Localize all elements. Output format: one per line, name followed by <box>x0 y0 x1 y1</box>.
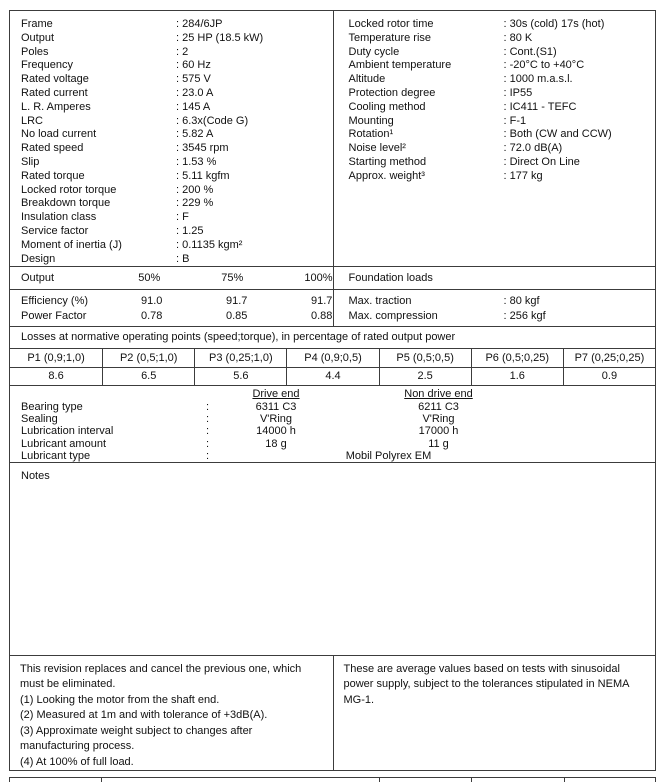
spec-value: : Cont.(S1) <box>503 45 557 58</box>
spec-row <box>21 225 327 239</box>
colon: : <box>206 400 210 413</box>
footnote: (4) At 100% of full load. <box>20 755 134 768</box>
row-label: Bearing type <box>21 400 83 413</box>
footnote: (1) Looking the motor from the shaft end. <box>20 693 220 706</box>
losses-header: P2 (0,5;1,0) <box>102 349 194 367</box>
spec-value: : 30s (cold) 17s (hot) <box>503 18 605 30</box>
notes-section <box>10 463 655 655</box>
spec-row <box>21 87 327 101</box>
spec-value: : 1.53 % <box>176 155 217 168</box>
spec-row <box>21 184 327 198</box>
lubrication-interval-row <box>10 425 655 437</box>
efficiency-100: 91.7 <box>311 295 333 308</box>
spec-row <box>349 32 650 46</box>
spec-value: : IP55 <box>503 86 533 99</box>
efficiency-50: 91.0 <box>141 295 163 308</box>
losses-value: 5.6 <box>194 368 286 385</box>
losses-value-row <box>10 368 655 385</box>
footnote: (3) Approximate weight subject to changes after manufacturing process. <box>20 724 253 752</box>
spec-value: : -20°C to +40°C <box>503 59 585 72</box>
losses-value: 6.5 <box>102 368 194 385</box>
spacer <box>206 388 226 400</box>
spec-label: Noise level² <box>348 142 406 155</box>
spec-value: : 575 V <box>176 73 211 86</box>
spec-label: Insulation class <box>21 211 97 224</box>
spec-label: Frequency <box>21 59 73 72</box>
max-compression-row <box>334 309 656 324</box>
spec-value: : 2 <box>176 45 189 58</box>
non-drive-end-header: Non drive end <box>404 388 473 401</box>
efficiency-75: 91.7 <box>226 295 248 308</box>
foundation-loads-header <box>334 267 656 290</box>
spec-label: Cooling method <box>348 100 426 113</box>
notes-title: Notes <box>21 470 50 483</box>
spec-value: : 1000 m.a.s.l. <box>503 73 573 86</box>
spec-row <box>349 128 650 142</box>
spec-label: Locked rotor torque <box>21 183 117 196</box>
spec-value: : IC411 - TEFC <box>503 100 577 113</box>
spec-column-left <box>10 11 333 266</box>
losses-header: P1 (0,9;1,0) <box>27 352 85 365</box>
colon: : <box>206 450 210 463</box>
spec-row <box>349 87 650 101</box>
drive-value: 18 g <box>265 437 287 450</box>
footnotes-left <box>10 656 333 771</box>
spec-value: : 25 HP (18.5 kW) <box>176 31 264 44</box>
footnotes-section <box>10 656 655 771</box>
spec-value: : 5.82 A <box>176 128 214 141</box>
spec-label: Poles <box>21 45 49 58</box>
spec-value: : 23.0 A <box>176 86 214 99</box>
losses-value: 8.6 <box>48 370 64 383</box>
non-drive-value: 6211 C3 <box>418 400 459 413</box>
drive-end-header: Drive end <box>252 388 300 401</box>
spec-value: : 80 K <box>503 31 533 44</box>
foundation-loads-body <box>334 290 656 323</box>
losses-value: 4.4 <box>286 368 378 385</box>
spec-row <box>21 211 327 225</box>
spec-row <box>349 115 650 129</box>
non-drive-value: V'Ring <box>422 412 455 425</box>
power-factor-row <box>10 309 333 324</box>
spec-row <box>349 170 650 184</box>
foundation-loads-title: Foundation loads <box>348 272 433 285</box>
spec-label: Approx. weight³ <box>348 169 425 182</box>
spec-label: Rotation¹ <box>348 128 394 141</box>
spec-row <box>21 115 327 129</box>
drive-value: 14000 h <box>256 425 296 438</box>
row-label: Power Factor <box>21 309 87 322</box>
losses-header-row <box>10 349 655 368</box>
losses-section <box>10 327 655 386</box>
divider <box>471 778 472 782</box>
performance-section <box>10 267 655 327</box>
footnote: These are average values based on tests with sinusoidal power supply, subject to the tolerances stipulated in NEMA MG-1. <box>343 662 629 706</box>
spec-label: No load current <box>21 128 97 141</box>
divider <box>379 778 380 782</box>
foundation-loads <box>333 267 656 326</box>
non-drive-value: 11 g <box>428 437 449 450</box>
divider <box>655 778 656 782</box>
spec-row <box>21 18 327 32</box>
spec-row <box>349 18 650 32</box>
bearing-type-row <box>10 401 655 413</box>
losses-header: P7 (0,25;0,25) <box>563 349 655 367</box>
bearing-header-row <box>10 388 655 400</box>
spec-label: Temperature rise <box>348 31 432 44</box>
spec-value: : B <box>176 252 190 265</box>
spec-value: : 72.0 dB(A) <box>503 142 563 155</box>
spec-row <box>349 46 650 60</box>
colon: : <box>206 412 210 425</box>
row-label: Lubrication interval <box>21 425 114 438</box>
spec-row <box>349 101 650 115</box>
spec-row <box>349 59 650 73</box>
spec-value: : 1.25 <box>176 224 204 237</box>
spec-label: Protection degree <box>348 86 436 99</box>
power-factor-75: 0.85 <box>226 309 248 322</box>
spec-label: Ambient temperature <box>348 59 452 72</box>
spec-value: : 229 % <box>176 197 214 210</box>
spec-label: Service factor <box>21 224 89 237</box>
spec-row <box>21 142 327 156</box>
losses-header: P6 (0,5;0,25) <box>471 349 563 367</box>
spec-label: L. R. Amperes <box>21 100 91 113</box>
spec-value: : 6.3x(Code G) <box>176 114 249 127</box>
spec-value: : 145 A <box>176 100 211 113</box>
spec-value: : 284/6JP <box>176 18 223 30</box>
spec-value: : F-1 <box>503 114 527 127</box>
losses-header: P3 (0,25;1,0) <box>194 349 286 367</box>
spec-value: : 3545 rpm <box>176 142 229 155</box>
output-header-75: 75% <box>221 272 244 285</box>
spec-row <box>21 253 327 267</box>
output-header-50: 50% <box>138 272 161 285</box>
colon: : <box>206 425 210 438</box>
spec-value: : Both (CW and CCW) <box>503 128 612 141</box>
power-factor-50: 0.78 <box>141 309 163 322</box>
spec-label: Rated voltage <box>21 73 89 86</box>
footnote: This revision replaces and cancel the previous one, which must be eliminated. <box>20 662 302 690</box>
spec-row <box>349 142 650 156</box>
row-label: Lubricant amount <box>21 437 106 450</box>
spec-label: Breakdown torque <box>21 197 111 210</box>
spec-row <box>21 59 327 73</box>
spec-row <box>21 73 327 87</box>
efficiency-row <box>10 294 333 309</box>
spec-value: : 177 kg <box>503 169 543 182</box>
losses-value: 2.5 <box>379 368 471 385</box>
spec-value: : 60 Hz <box>176 59 211 72</box>
spec-row <box>21 46 327 60</box>
losses-header: P5 (0,5;0,5) <box>379 349 471 367</box>
spec-label: Frame <box>21 18 53 30</box>
spec-row <box>21 32 327 46</box>
non-drive-value: 17000 h <box>418 425 459 438</box>
output-header-100: 100% <box>304 272 333 285</box>
row-label: Max. compression <box>348 309 438 322</box>
lubricant-type-row <box>10 450 655 462</box>
colon: : <box>206 437 210 450</box>
lubricant-type-value: Mobil Polyrex EM <box>345 450 432 463</box>
drive-value: 6311 C3 <box>255 400 297 413</box>
spec-row <box>21 239 327 253</box>
spec-label: Design <box>21 252 56 265</box>
spec-value: : 5.11 kgfm <box>176 169 230 182</box>
spec-value: : Direct On Line <box>503 155 580 168</box>
power-factor-100: 0.88 <box>311 309 333 322</box>
bearing-section <box>10 386 655 463</box>
spec-row <box>21 156 327 170</box>
sealing-row <box>10 413 655 425</box>
losses-value: 0.9 <box>563 368 655 385</box>
spacer <box>10 388 206 400</box>
max-traction-row <box>334 294 656 309</box>
losses-value: 1.6 <box>471 368 563 385</box>
footnotes-right <box>333 656 656 771</box>
spec-label: Altitude <box>348 73 386 86</box>
max-traction-value: : 80 kgf <box>503 295 540 308</box>
losses-title: Losses at normative operating points (speed;torque), in percentage of rated output power <box>10 327 655 349</box>
lubricant-amount-row <box>10 438 655 450</box>
spec-label: Rated current <box>21 86 88 99</box>
footnote: (2) Measured at 1m and with tolerance of +3dB(A). <box>20 709 268 721</box>
spec-label: Output <box>21 31 55 44</box>
spec-row <box>21 101 327 115</box>
row-label: Lubricant type <box>21 450 91 463</box>
spec-row <box>349 73 650 87</box>
divider <box>9 778 10 782</box>
footer-table-cutoff <box>9 777 656 782</box>
spec-row <box>21 170 327 184</box>
spec-label: Rated speed <box>21 142 84 155</box>
row-label: Efficiency (%) <box>21 295 89 308</box>
output-table <box>10 267 333 326</box>
spec-label: Slip <box>21 155 40 168</box>
spec-label: Mounting <box>348 114 394 127</box>
spec-value: : 0.1135 kgm² <box>176 238 243 251</box>
spec-section <box>10 11 655 267</box>
spec-value: : 200 % <box>176 183 214 196</box>
spec-label: LRC <box>21 114 44 127</box>
drive-value: V'Ring <box>259 412 293 425</box>
spec-row <box>349 156 650 170</box>
output-table-header <box>10 267 333 290</box>
spec-label: Moment of inertia (J) <box>21 238 122 251</box>
spec-row <box>21 128 327 142</box>
spec-label: Starting method <box>348 155 427 168</box>
divider <box>101 778 102 782</box>
row-label: Sealing <box>21 412 58 425</box>
row-label: Max. traction <box>348 295 412 308</box>
datasheet <box>9 10 656 771</box>
spec-column-right <box>333 11 656 266</box>
spec-label: Rated torque <box>21 169 85 182</box>
output-table-body <box>10 290 333 323</box>
max-compression-value: : 256 kgf <box>503 309 546 322</box>
spec-label: Locked rotor time <box>348 18 434 30</box>
losses-header: P4 (0,9;0,5) <box>286 349 378 367</box>
spec-value: : F <box>176 211 189 224</box>
divider <box>564 778 565 782</box>
output-header-label: Output <box>21 272 55 285</box>
spec-label: Duty cycle <box>348 45 400 58</box>
spec-row <box>21 197 327 211</box>
